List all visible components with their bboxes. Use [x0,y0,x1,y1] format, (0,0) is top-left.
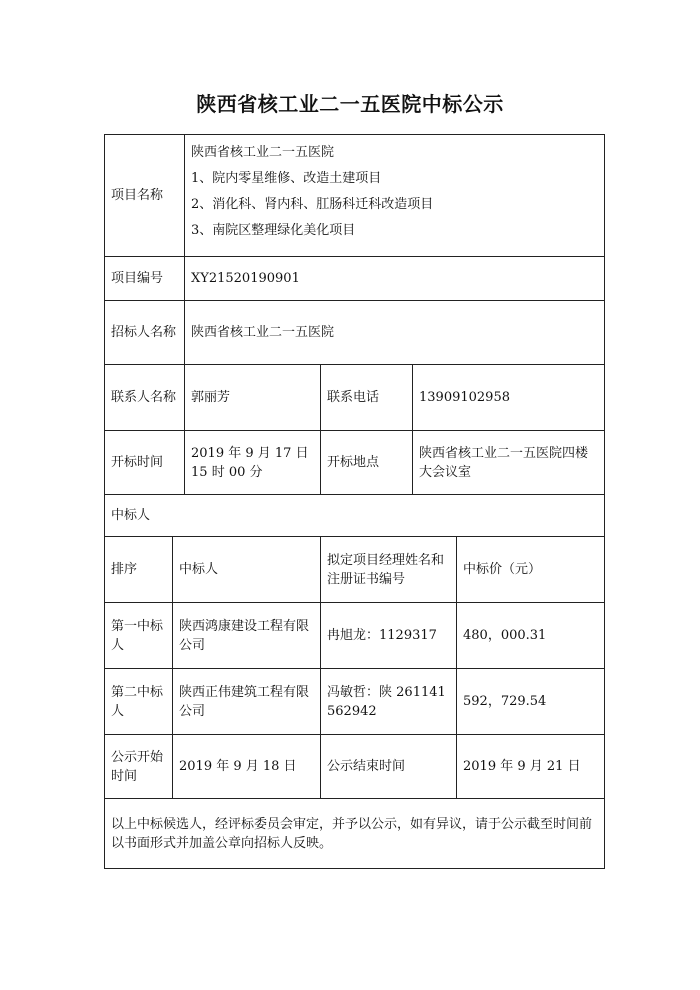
price-header: 中标价（元） [457,537,605,603]
award-table [104,134,605,869]
winner-rank: 第一中标人 [105,603,173,669]
project-line: 陕西省核工业二一五医院 [191,145,335,160]
winner-name: 陕西鸿康建设工程有限公司 [173,603,321,669]
tenderer-label: 招标人名称 [105,301,185,365]
winner-section-row [105,495,605,537]
tenderer-value: 陕西省核工业二一五医院 [185,301,605,365]
project-no-value: XY21520190901 [185,257,605,301]
contact-row [105,365,605,431]
project-no-label: 项目编号 [105,257,185,301]
project-name-value [185,135,605,257]
phone-value: 13909102958 [413,365,605,431]
opening-time-label: 开标时间 [105,431,185,495]
project-line: 3、南院区整理绿化美化项目 [191,223,356,238]
rank-header: 排序 [105,537,173,603]
winner-header: 中标人 [173,537,321,603]
project-line: 2、消化科、肾内科、肛肠科迁科改造项目 [191,197,434,212]
winner-header-row [105,537,605,603]
publicity-start-value: 2019 年 9 月 18 日 [173,735,321,799]
winner-manager: 冉旭龙：1129317 [321,603,457,669]
winner-rank: 第二中标人 [105,669,173,735]
opening-row [105,431,605,495]
opening-place-value: 陕西省核工业二一五医院四楼大会议室 [413,431,605,495]
footer-note-row [105,799,605,869]
project-no-row [105,257,605,301]
tenderer-row [105,301,605,365]
table-row [105,603,605,669]
contact-value: 郭丽芳 [185,365,321,431]
contact-label: 联系人名称 [105,365,185,431]
opening-place-label: 开标地点 [321,431,413,495]
footer-note: 以上中标候选人，经评标委员会审定，并予以公示，如有异议，请于公示截至时间前以书面形式并加盖公章向招标人反映。 [105,799,605,869]
publicity-row [105,735,605,799]
opening-time-value: 2019 年 9 月 17 日 15 时 00 分 [185,431,321,495]
project-name-label: 项目名称 [105,135,185,257]
publicity-end-label: 公示结束时间 [321,735,457,799]
winner-section-label: 中标人 [105,495,605,537]
project-line: 1、院内零星维修、改造土建项目 [191,171,382,186]
winner-price: 480，000.31 [457,603,605,669]
winner-price: 592，729.54 [457,669,605,735]
winner-manager: 冯敏哲：陕 261141562942 [321,669,457,735]
page-title: 陕西省核工业二一五医院中标公示 [196,92,504,116]
publicity-start-label: 公示开始时间 [105,735,173,799]
publicity-end-value: 2019 年 9 月 21 日 [457,735,605,799]
phone-label: 联系电话 [321,365,413,431]
winner-name: 陕西正伟建筑工程有限公司 [173,669,321,735]
table-row [105,669,605,735]
project-name-row [105,135,605,257]
manager-header: 拟定项目经理姓名和注册证书编号 [321,537,457,603]
